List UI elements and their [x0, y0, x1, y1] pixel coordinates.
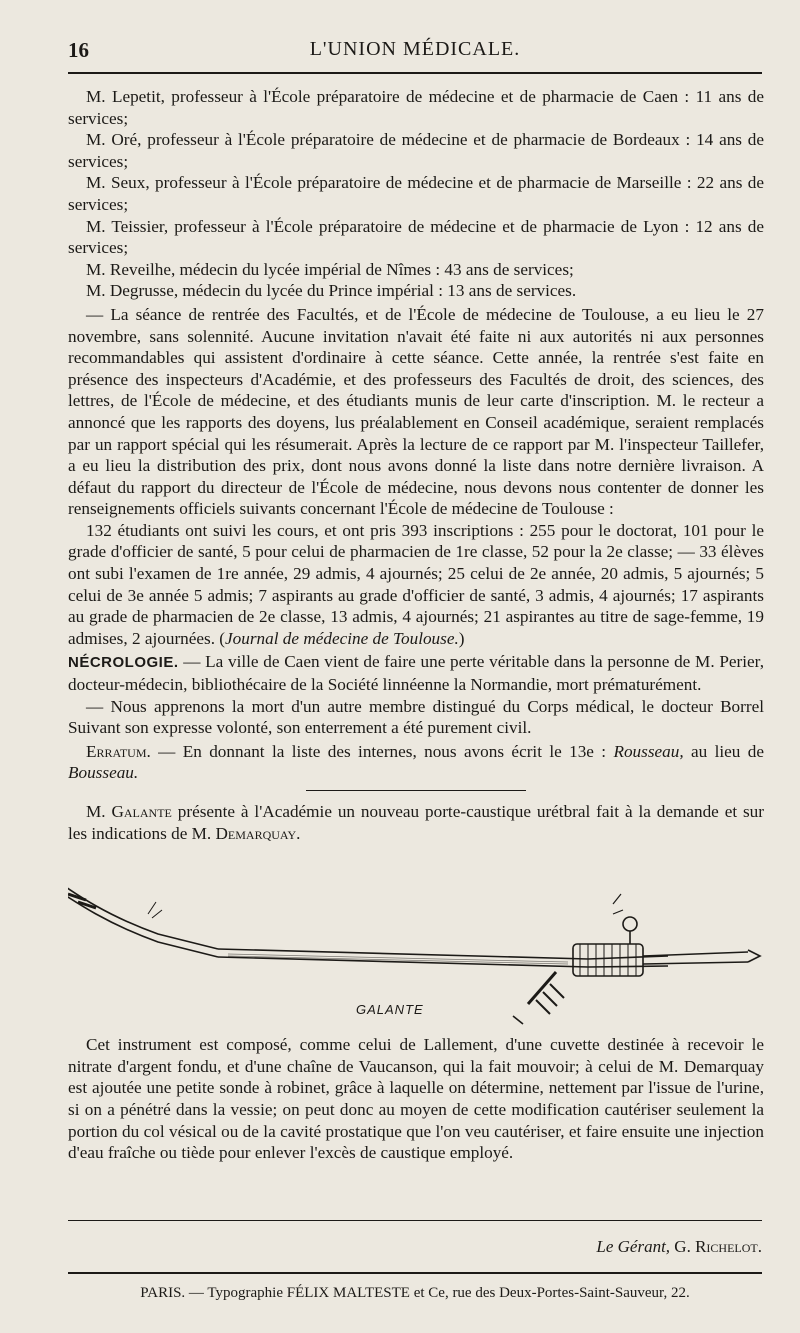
paragraph-reveilhe: M. Reveilhe, médecin du lycée impérial de Nîmes : 43 ans de services; [86, 259, 574, 279]
figure-caption: GALANTE [356, 1002, 424, 1018]
galante-text-b: présente à l'Académie un nouveau porte-caustique urétbral fait à la demande et sur les indications de M. [68, 802, 764, 843]
paragraph-galante [68, 801, 764, 844]
erratum-name-bousseau: Bousseau. [68, 763, 139, 783]
section-divider [306, 790, 526, 791]
erratum-text-a: — En donnant la liste des internes, nous avons écrit le 13e : [150, 741, 614, 761]
stopcock-knob [623, 917, 637, 931]
paragraph-lepetit: M. Lepetit, professeur à l'École préparatoire de médecine et de pharmacie de Caen : 11 ans de services; [68, 87, 764, 128]
paragraph-toulouse-statistics [68, 520, 764, 650]
paragraph-borrel: — Nous apprenons la mort d'un autre membre distingué du Corps médical, le docteur Borrel Suivant son expresse volonté, son enterrement a été purement civil. [68, 696, 764, 738]
gerant-name: G. Richelot. [670, 1237, 762, 1256]
demarquay-name: Demarquay. [215, 823, 301, 843]
page-header [68, 38, 762, 74]
gerant-signature [596, 1237, 762, 1257]
paragraph-erratum [68, 741, 764, 784]
header-rule [68, 72, 762, 74]
necrologie-text: — La ville de Caen vient de faire une perte véritable dans la personne de M. Perier, docteur-médecin, bibliothécaire de la Société linnéenne la Normandie, mort prématurément. [68, 652, 764, 695]
paragraph-toulouse-rentree: — La séance de rentrée des Facultés, et de l'École de médecine de Toulouse, a eu lieu le 27 novembre, sans solennité. Aucune invitation n'avait été faite ni aux autorités ni aux personnes recommandables qui assistent d'ordinaire à cette séance. Cette année, la rentrée s'est faite en présence des inspecteurs d'Académie, et des professeurs des Facultés de droit, des sciences, des lettres, de l'École de médecine, et des étudiants munis de leur carte d'inscription. M. le recteur a annoncé que les rapports des doyens, lus préalablement en Conseil académique, seraient remplacés par un rapport spécial qui les résumerait. Après la lecture de ce rapport par M. l'inspecteur Taillefer, a eu lieu la distribution des prix, dont nous avons donné la liste dans notre dernière livraison. A défaut du rapport du directeur de l'École de médecine, nous devons nous contenter de donner les renseignements officiels suivants concernant l'École de médecine de Toulouse : [68, 304, 764, 519]
necrologie-label: NÉCROLOGIE. [68, 654, 179, 672]
page-number: 16 [68, 38, 89, 62]
paragraph-seux: M. Seux, professeur à l'École préparatoire de médecine et de pharmacie de Marseille : 22 ans de services; [68, 173, 764, 214]
galante-name: Galante [111, 802, 172, 821]
statistics-text: 132 étudiants ont suivi les cours, et ont pris 393 inscriptions : 255 pour le doctorat, 101 pour le grade d'officier de santé, 5 pour celui de pharmacien de 1re classe, 52 pour la 2e classe; — 33 élèves ont subi l'examen de 1re année, 29 admis, 4 ajournés; 25 celui de 2e année, 20 admis, 5 ajournés; 5 celui de 3e année 5 admis; 7 aspirants au grade d'officier de santé, 3 admis, 4 ajournés; 17 aspirants au grade de pharmacien de 2e classe, 13 admis, 4 ajournés; 21 aspirantes au titre de sage-femme, 19 admises, 2 ajournées. ( [68, 520, 764, 648]
source-citation: Journal de médecine de Toulouse. [225, 628, 459, 648]
erratum-label: Erratum. [86, 741, 151, 761]
erratum-name-rousseau: Rousseau, [613, 741, 684, 761]
gerant-label: Le Gérant, [596, 1237, 671, 1256]
paragraph-instrument-description: Cet instrument est composé, comme celui de Lallement, d'une cuvette destinée à recevoir le nitrate d'argent fondu, et d'une chaîne de Vaucanson, qui la fait mouvoir; à celui de M. Demarquay est ajoutée une petite sonde à robinet, grâce à laquelle on détermine, nettement par l'issue de l'urine, si on a pénétré dans la vessie; on peut donc au moyen de cette modification cautériser seulement la portion du col vésical ou de la cavité prostatique que l'on veu cautériser, et faire ensuite une injection d'eau fraîche ou tiède pour enlever l'excès de caustique employé. [68, 1035, 764, 1163]
paragraph-degrusse: M. Degrusse, médecin du lycée du Prince impérial : 13 ans de services. [86, 281, 577, 301]
footer-rule-bottom [68, 1272, 762, 1274]
printer-imprint: PARIS. — Typographie FÉLIX MALTESTE et Ce, rue des Deux-Portes-Saint-Sauveur, 22. [140, 1285, 690, 1301]
galante-text-a: M. [86, 802, 112, 821]
paragraph-teissier: M. Teissier, professeur à l'École préparatoire de médecine et de pharmacie de Lyon : 12 ans de services; [68, 216, 764, 258]
porte-caustique-illustration [68, 844, 764, 1034]
paragraph-ore: M. Oré, professeur à l'École préparatoire de médecine et de pharmacie de Bordeaux : 14 ans de services; [68, 130, 764, 171]
paragraph-necrologie [68, 651, 764, 695]
citation-close: ) [458, 628, 465, 648]
erratum-text-b: au lieu de [683, 741, 764, 761]
running-head: L'UNION MÉDICALE. [309, 38, 521, 60]
chain-drum [573, 944, 643, 976]
article-body [68, 86, 764, 1164]
footer-rule-top [68, 1220, 762, 1221]
